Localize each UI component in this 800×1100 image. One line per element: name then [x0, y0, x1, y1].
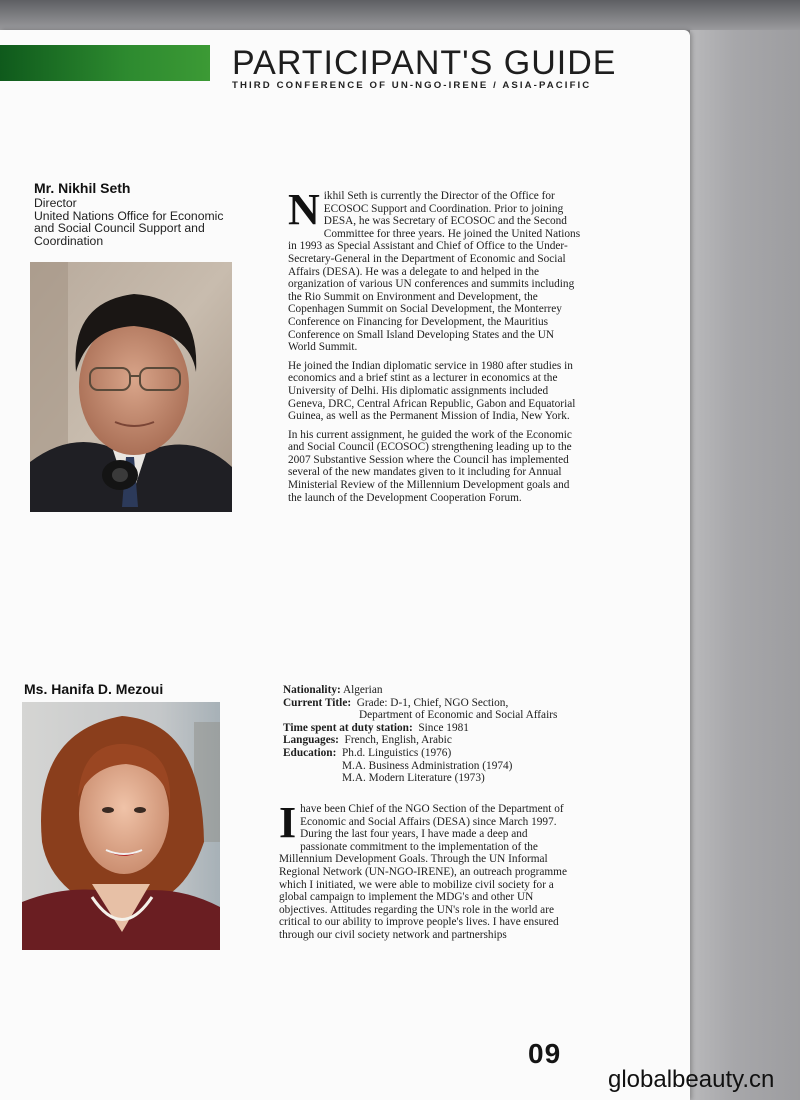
profile1-name: Mr. Nikhil Seth — [34, 180, 131, 196]
header-green-bar — [0, 45, 210, 81]
page-number: 09 — [528, 1038, 562, 1069]
fact-current-title-line2: Department of Economic and Social Affairs — [359, 709, 558, 722]
scan-background-top — [0, 0, 800, 30]
fact-education: Education: Ph.d. Linguistics (1976) — [283, 746, 452, 759]
fact-education-3: M.A. Modern Literature (1973) — [342, 772, 485, 785]
profile2-photo — [22, 702, 220, 950]
watermark-text: globalbeauty.cn — [608, 1066, 775, 1093]
fact-nationality: Nationality: Algerian — [283, 684, 383, 696]
profile1-role: Director United Nations Office for Economic and Social Council Support and Coordination — [34, 196, 224, 248]
profile1-dropcap: N — [288, 185, 320, 234]
profile2-facts — [283, 684, 613, 785]
page-title: PARTICIPANT'S GUIDE — [232, 44, 617, 82]
page-subtitle: THIRD CONFERENCE OF UN-NGO-IRENE / ASIA-PACIFIC — [232, 80, 592, 91]
scan-background-right — [690, 30, 800, 1100]
profile2-biography: Ihave been Chief of the NGO Section of the Department of Economic and Social Affairs (DESA) since March 1997. During the last four years, I have made a deep and passionate commitment to the implementation of the Millennium Development Goals. Through the UN Informal Regional Network (UN-NGO-IRENE), an outreach programme which I initiated, we were able to mobilize civil society for a global campaign to implement the MDG's and other UN objectives. Attitudes regarding the UN's role in the world are critical to our ability to improve people's lives. I have ensured through our civil society network and partnerships — [279, 798, 567, 941]
fact-time-spent: Time spent at duty station: Since 1981 — [283, 721, 469, 734]
fact-current-title: Current Title: Grade: D-1, Chief, NGO Section, — [283, 696, 509, 709]
fact-languages: Languages: French, English, Arabic — [283, 734, 452, 747]
profile1-photo — [30, 262, 232, 512]
profile1-biography: Nikhil Seth is currently the Director of the Office for ECOSOC Support and Coordination. Prior to joining DESA, he was Secretary of ECOSOC and the Second Committee for three years. He joined the United Nations in 1993 as Special Assistant and Chief of Office to the Under-Secretary-General in the Department of Economic and Social Affairs (DESA). He was a delegate to and helped in the organization of various UN conferences and summits including the Rio Summit on Environment and Development, the Copenhagen Summit on Social Development, the Monterrey Conference on Financing for Development, the Mauritius Conference on Small Island Developing States and the UN World Summit. He joined the Indian diplomatic service in 1980 after studies in economics and a brief stint as a lecturer in economics at the University of Delhi. His diplomatic assignments included Geneva, DRC, Central African Republic, Gabon and Equatorial Guinea, as well as the Permanent Mission of India, New York. In his current assignment, he guided the work of the Economic and Social Council (ECOSOC) strengthening leading up to the 2007 Substantive Session where the Council has implemented several of the new mandates given to it including for Annual Ministerial Review of the Millennium Development goals and the launch of the Development Cooperation Forum. — [288, 185, 581, 504]
fact-education-2: M.A. Business Administration (1974) — [342, 759, 513, 772]
profile2-name: Ms. Hanifa D. Mezoui — [24, 681, 164, 697]
profile2-dropcap: I — [279, 798, 297, 847]
